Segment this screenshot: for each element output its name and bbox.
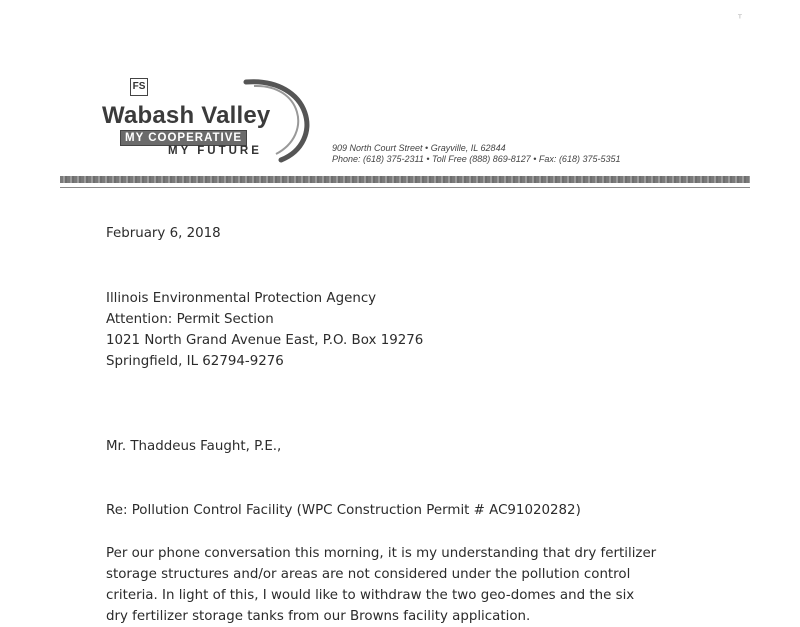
company-address-block: [332, 143, 620, 165]
paragraph-line: dry fertilizer storage tanks from our Browns facility application.: [106, 609, 531, 624]
recipient-address: [106, 288, 423, 372]
body-paragraph: [106, 543, 656, 627]
tagline-bottom: MY FUTURE: [168, 145, 262, 157]
letterhead-rule: [60, 176, 750, 183]
subject-line: Re: Pollution Control Facility (WPC Construction Permit # AC91020282): [106, 503, 581, 518]
company-address: 909 North Court Street • Grayville, IL 62844: [332, 143, 506, 153]
corner-mark: ᵀ: [738, 14, 742, 25]
company-contact: Phone: (618) 375-2311 • Toll Free (888) 869-8127 • Fax: (618) 375-5351: [332, 154, 621, 164]
recipient-line: Illinois Environmental Protection Agency: [106, 291, 377, 306]
salutation: Mr. Thaddeus Faught, P.E.,: [106, 439, 282, 454]
company-name: Wabash Valley: [102, 102, 271, 129]
recipient-line: 1021 North Grand Avenue East, P.O. Box 19276: [106, 333, 424, 348]
paragraph-line: storage structures and/or areas are not considered under the pollution control: [106, 567, 631, 582]
letter-date: February 6, 2018: [106, 226, 221, 241]
recipient-line: Springfield, IL 62794-9276: [106, 354, 284, 369]
paragraph-line: Per our phone conversation this morning, it is my understanding that dry fertilizer: [106, 546, 657, 561]
recipient-line: Attention: Permit Section: [106, 312, 274, 327]
company-logo: [96, 72, 316, 172]
paragraph-line: criteria. In light of this, I would like to withdraw the two geo-domes and the six: [106, 588, 635, 603]
fs-logo-mark: FS: [130, 78, 148, 96]
tagline-top: MY COOPERATIVE: [120, 130, 247, 146]
letterhead-rule-thin: [60, 187, 750, 188]
